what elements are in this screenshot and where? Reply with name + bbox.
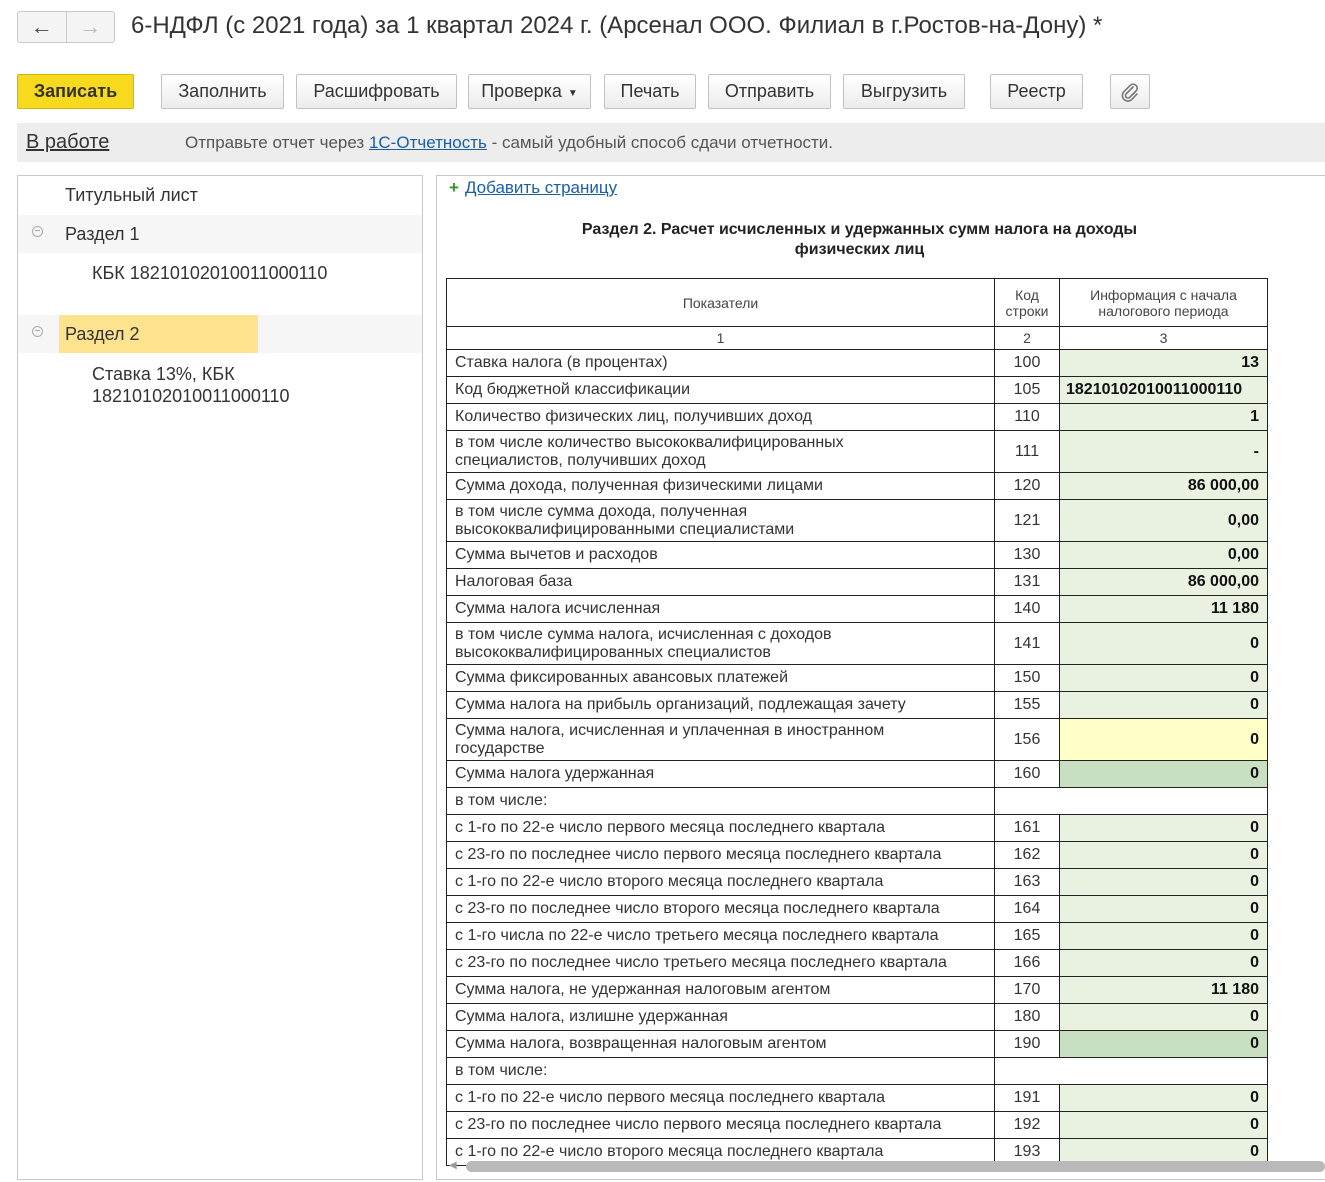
row-value-cell[interactable]: 0,00 (1060, 500, 1268, 542)
row-label (447, 473, 995, 500)
row-label (447, 1031, 995, 1058)
tree-item-label: Титульный лист (65, 185, 198, 205)
row-value-cell[interactable]: 0 (1060, 842, 1268, 869)
plus-icon: + (449, 178, 459, 197)
section-title-line: Раздел 2. Расчет исчисленных и удержанных сумм налога на доходы (581, 221, 1138, 238)
table-header-row (447, 279, 1268, 327)
check-button-label: Проверка (481, 81, 562, 101)
table-row (447, 431, 1268, 473)
row-value-cell[interactable]: 0 (1060, 950, 1268, 977)
row-value-cell[interactable]: 0 (1060, 1004, 1268, 1031)
table-row (447, 950, 1268, 977)
table-body (447, 350, 1268, 1166)
column-number: 2 (995, 327, 1060, 350)
row-label (447, 500, 995, 542)
row-label-line: высококвалифицированными специалистами (455, 520, 795, 538)
row-label (447, 1112, 995, 1139)
row-label (447, 977, 995, 1004)
tree-item-label: КБК 18210102010011000110 (92, 263, 328, 283)
row-label (447, 923, 995, 950)
row-label-line: государстве (455, 739, 545, 757)
row-value-cell[interactable]: 0 (1060, 896, 1268, 923)
row-label (447, 761, 995, 788)
row-value-cell[interactable]: 11 180 (1060, 596, 1268, 623)
report-table (446, 278, 1268, 1166)
row-code: 121 (995, 500, 1060, 542)
window-title: 6-НДФЛ (с 2021 года) за 1 квартал 2024 г. (Арсенал ООО. Филиал в г.Ростов-на-Дону) * (131, 12, 1103, 39)
navigation-buttons (17, 11, 115, 43)
row-label (447, 350, 995, 377)
row-code: 141 (995, 623, 1060, 665)
row-code: 180 (995, 1004, 1060, 1031)
row-label-line: Количество физических лиц, получивших доход (455, 408, 812, 425)
row-code: 105 (995, 377, 1060, 404)
row-label (447, 623, 995, 665)
empty-cell (995, 1058, 1268, 1085)
row-label (447, 719, 995, 761)
table-row (447, 473, 1268, 500)
row-value-cell[interactable]: 0 (1060, 1139, 1268, 1166)
row-value-cell[interactable]: 0 (1060, 623, 1268, 665)
column-header-indicators: Показатели (447, 279, 995, 327)
report-document (436, 175, 1325, 1180)
row-label-line: с 1-го по 22-е число первого месяца последнего квартала (455, 1089, 886, 1106)
row-label (447, 950, 995, 977)
empty-cell (995, 788, 1268, 815)
info-text-before: Отправьте отчет через (185, 133, 369, 152)
row-value-cell[interactable]: 0 (1060, 815, 1268, 842)
tree-item-section2[interactable] (18, 315, 422, 353)
row-label: в том числе: (447, 788, 995, 815)
table-row (447, 500, 1268, 542)
table-row (447, 977, 1268, 1004)
table-row (447, 542, 1268, 569)
table-row (447, 692, 1268, 719)
row-label-line: с 1-го по 22-е число второго месяца последнего квартала (455, 873, 884, 890)
row-label (447, 896, 995, 923)
tree-item-label: Раздел 1 (65, 224, 140, 244)
row-code: 192 (995, 1112, 1060, 1139)
send-button[interactable]: Отправить (708, 74, 831, 109)
info-bar (17, 123, 1325, 162)
row-label (447, 431, 995, 473)
column-number: 3 (1060, 327, 1268, 350)
row-code: 190 (995, 1031, 1060, 1058)
table-row (447, 1085, 1268, 1112)
scroll-left-icon[interactable]: ◀ (449, 1160, 457, 1171)
tree-item-label: 18210102010011000110 (92, 386, 290, 406)
row-code: 110 (995, 404, 1060, 431)
table-row (447, 665, 1268, 692)
row-label-line: в том числе количество высококвалифицированных (455, 433, 844, 451)
dropdown-arrow-icon: ▼ (567, 88, 578, 99)
row-label-line: в том числе сумма налога, исчисленная с доходов (455, 625, 832, 643)
row-label (447, 542, 995, 569)
row-label-line: Сумма вычетов и расходов (455, 546, 658, 563)
section-title-line: физических лиц (794, 241, 925, 258)
row-value-cell[interactable]: 0 (1060, 692, 1268, 719)
table-row (447, 404, 1268, 431)
row-label-line: в том числе сумма дохода, полученная (455, 502, 748, 520)
column-header-code (995, 279, 1060, 327)
export-button[interactable]: Выгрузить (843, 74, 965, 109)
row-label (447, 596, 995, 623)
header-line: строки (1005, 302, 1049, 319)
tree-item-label: Раздел 2 (65, 324, 140, 344)
row-code: 100 (995, 350, 1060, 377)
row-label-line: Сумма налога удержанная (455, 765, 655, 782)
tree-item-section1[interactable] (18, 215, 422, 253)
row-code: 130 (995, 542, 1060, 569)
table-row (447, 923, 1268, 950)
print-button[interactable]: Печать (604, 74, 696, 109)
tree-item-section1-kbk[interactable] (18, 254, 422, 292)
row-value-cell[interactable]: 0 (1060, 1085, 1268, 1112)
row-label (447, 404, 995, 431)
tree-item-section2-rate[interactable] (18, 363, 422, 409)
table-row (447, 350, 1268, 377)
table-row (447, 1112, 1268, 1139)
row-value-cell[interactable]: 1 (1060, 404, 1268, 431)
table-row (447, 623, 1268, 665)
row-code: 120 (995, 473, 1060, 500)
column-number: 1 (447, 327, 995, 350)
row-code: 163 (995, 869, 1060, 896)
row-value-cell[interactable]: 0 (1060, 869, 1268, 896)
row-label-line: Сумма фиксированных авансовых платежей (455, 669, 788, 686)
row-value-cell[interactable]: 0 (1060, 719, 1268, 761)
sections-tree (17, 175, 423, 1180)
row-value-cell[interactable]: 0 (1060, 1031, 1268, 1058)
section-title (447, 220, 1272, 260)
row-code: 156 (995, 719, 1060, 761)
row-label (447, 569, 995, 596)
row-value-cell[interactable]: 0 (1060, 761, 1268, 788)
horizontal-scrollbar[interactable] (466, 1161, 1325, 1172)
row-label-line: с 23-го по последнее число третьего месяца последнего квартала (455, 954, 947, 971)
table-row (447, 1004, 1268, 1031)
collapse-icon[interactable]: − (32, 326, 43, 337)
table-row (447, 761, 1268, 788)
row-label (447, 665, 995, 692)
row-code: 161 (995, 815, 1060, 842)
row-value-cell[interactable]: 0 (1060, 665, 1268, 692)
tree-item-title-page[interactable] (18, 176, 422, 214)
forward-arrow-icon[interactable]: → (79, 14, 102, 39)
row-label-line: Код бюджетной классификации (455, 381, 691, 398)
row-label (447, 377, 995, 404)
row-value-cell[interactable]: 86 000,00 (1060, 473, 1268, 500)
row-label-line: Сумма налога, исчисленная и уплаченная в иностранном (455, 721, 885, 739)
row-value-cell[interactable]: 86 000,00 (1060, 569, 1268, 596)
add-page-link[interactable] (449, 178, 617, 198)
info-message (185, 133, 833, 153)
row-label (447, 1004, 995, 1031)
add-page-label: Добавить страницу (464, 178, 618, 197)
save-button[interactable]: Записать (17, 74, 134, 109)
row-code: 162 (995, 842, 1060, 869)
registry-button[interactable]: Реестр (990, 74, 1083, 109)
table-row (447, 842, 1268, 869)
row-label-line: Налоговая база (455, 573, 573, 590)
header-line: Код (1015, 286, 1039, 303)
attach-button[interactable] (1110, 74, 1150, 109)
row-label-line: с 23-го по последнее число второго месяца последнего квартала (455, 900, 940, 917)
row-label (447, 869, 995, 896)
header-line: Информация с начала (1090, 286, 1237, 303)
row-label-line: с 23-го по последнее число первого месяца последнего квартала (455, 846, 942, 863)
table-row (447, 377, 1268, 404)
row-label (447, 692, 995, 719)
row-label-line: Сумма налога, не удержанная налоговым агентом (455, 981, 831, 998)
header-line: налогового периода (1098, 302, 1229, 319)
row-value-cell[interactable]: 11 180 (1060, 977, 1268, 1004)
table-row (447, 815, 1268, 842)
row-label (447, 815, 995, 842)
reporting-service-link[interactable]: 1С-Отчетность (368, 133, 487, 152)
row-value-cell[interactable]: 18210102010011000110 (1060, 377, 1268, 404)
row-code: 150 (995, 665, 1060, 692)
row-label-line: специалистов, получивших доход (455, 451, 706, 469)
table-row (447, 896, 1268, 923)
tree-item-label: Ставка 13%, КБК (92, 364, 235, 384)
row-code: 111 (995, 431, 1060, 473)
table-row (447, 869, 1268, 896)
fill-button[interactable]: Заполнить (161, 74, 284, 109)
table-row (447, 1058, 1268, 1085)
row-label-line: высококвалифицированных специалистов (455, 643, 771, 661)
table-row (447, 569, 1268, 596)
row-label (447, 1085, 995, 1112)
row-code: 155 (995, 692, 1060, 719)
row-value-cell[interactable]: 0 (1060, 923, 1268, 950)
row-value-cell[interactable]: 13 (1060, 350, 1268, 377)
check-dropdown-button[interactable] (468, 74, 591, 109)
table-row (447, 1031, 1268, 1058)
row-value-cell[interactable]: 0,00 (1060, 542, 1268, 569)
back-arrow-icon[interactable]: ← (18, 12, 67, 42)
row-label-line: с 1-го числа по 22-е число третьего месяца последнего квартала (455, 927, 939, 944)
paperclip-icon (1120, 82, 1140, 102)
row-label-line: Сумма дохода, полученная физическими лицами (455, 477, 823, 494)
row-code: 140 (995, 596, 1060, 623)
row-label-line: Ставка налога (в процентах) (455, 354, 668, 371)
row-label: в том числе: (447, 1058, 995, 1085)
info-text-after: - самый удобный способ сдачи отчетности. (486, 133, 834, 152)
row-code: 160 (995, 761, 1060, 788)
row-label-line: Сумма налога, излишне удержанная (455, 1008, 728, 1025)
column-header-info (1060, 279, 1268, 327)
row-code: 165 (995, 923, 1060, 950)
row-label-line: Сумма налога, возвращенная налоговым агентом (455, 1035, 827, 1052)
row-code: 170 (995, 977, 1060, 1004)
row-label-line: с 1-го по 22-е число второго месяца последнего квартала (455, 1143, 884, 1160)
row-label (447, 842, 995, 869)
row-value-cell[interactable]: - (1060, 431, 1268, 473)
row-code: 166 (995, 950, 1060, 977)
collapse-icon[interactable]: − (32, 226, 43, 237)
row-code: 131 (995, 569, 1060, 596)
status-link[interactable]: В работе (26, 131, 110, 153)
row-code: 191 (995, 1085, 1060, 1112)
table-row (447, 596, 1268, 623)
row-label-line: с 1-го по 22-е число первого месяца последнего квартала (455, 819, 886, 836)
column-number-row (447, 327, 1268, 350)
row-label-line: Сумма налога на прибыль организаций, подлежащая зачету (455, 696, 906, 713)
row-label-line: с 23-го по последнее число первого месяца последнего квартала (455, 1116, 942, 1133)
row-value-cell[interactable]: 0 (1060, 1112, 1268, 1139)
row-code: 193 (995, 1139, 1060, 1166)
table-row (447, 719, 1268, 761)
row-label-line: Сумма налога исчисленная (455, 600, 661, 617)
row-code: 164 (995, 896, 1060, 923)
table-row (447, 788, 1268, 815)
decode-button[interactable]: Расшифровать (296, 74, 457, 109)
